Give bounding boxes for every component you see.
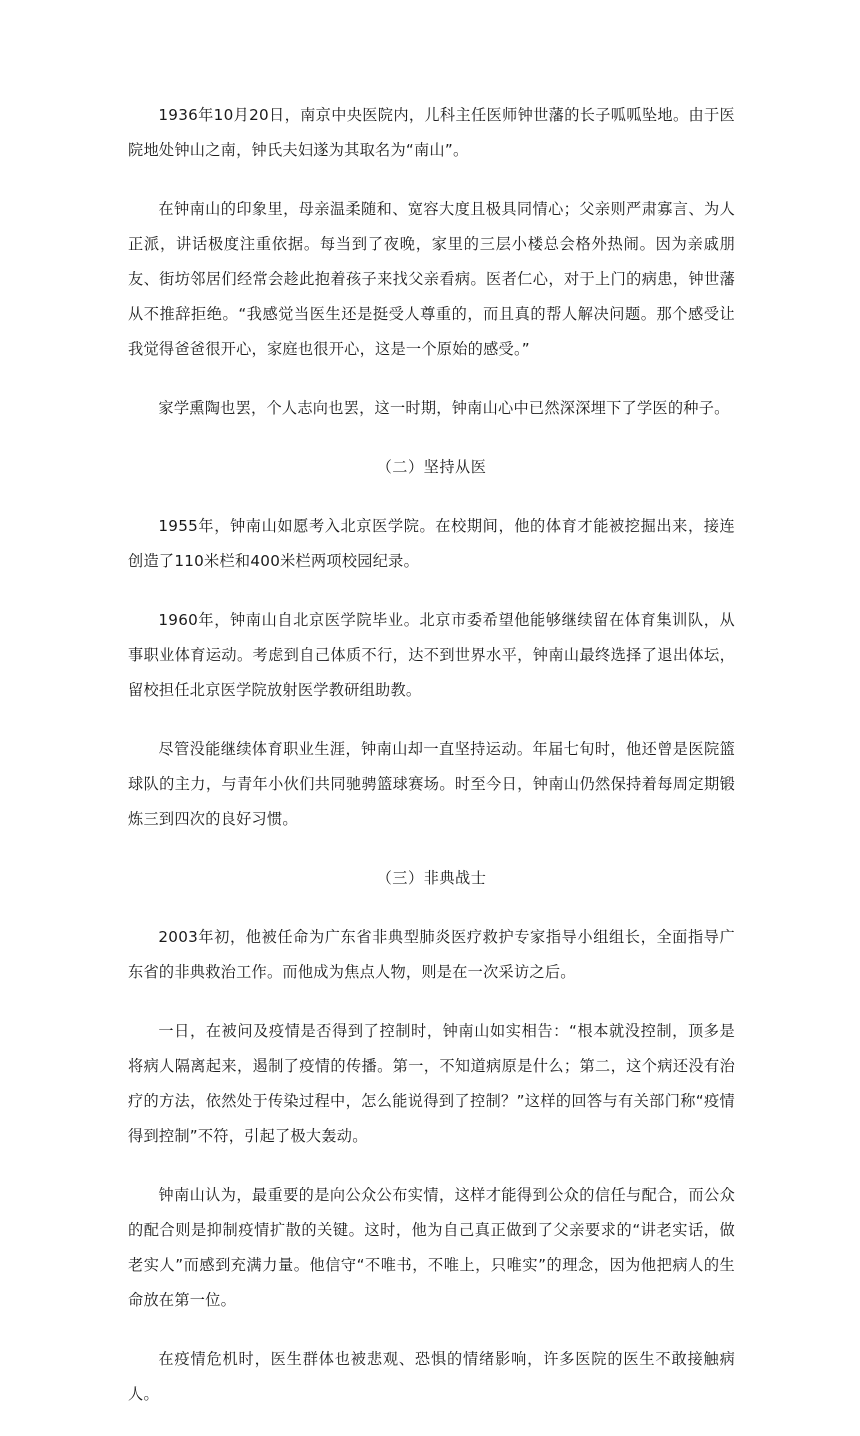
paragraph-truth: 钟南山认为，最重要的是向公众公布实情，这样才能得到公众的信任与配合，而公众的配合则是抑制疫情扩散的关键。这时，他为自己真正做到了父亲要求的“讲老实话，做老实人”而感到充满力量。他信守“不唯书，不唯上，只唯实”的理念，因为他把病人的生命放在第一位。: [128, 1186, 735, 1309]
paragraph-birth: 1936年10月20日，南京中央医院内，儿科主任医师钟世藩的长子呱呱坠地。由于医院地处钟山之南，钟氏夫妇遂为其取名为“南山”。: [128, 106, 735, 159]
document-body: [128, 98, 735, 1436]
section-heading-sars: （三）非典战士: [376, 869, 487, 887]
paragraph-exercise: 尽管没能继续体育职业生涯，钟南山却一直坚持运动。年届七旬时，他还曾是医院篮球队的主力，与青年小伙们共同驰骋篮球赛场。时至今日，钟南山仍然保持着每周定期锻炼三到四次的良好习惯。: [128, 740, 735, 828]
paragraph-interview: 一日，在被问及疫情是否得到了控制时，钟南山如实相告：“根本就没控制，顶多是将病人隔离起来，遏制了疫情的传播。第一，不知道病原是什么；第二，这个病还没有治疗的方法，依然处于传染过程中，怎么能说得到了控制？”这样的回答与有关部门称“疫情得到控制”不符，引起了极大轰动。: [128, 1022, 735, 1145]
paragraph-1960: 1960年，钟南山自北京医学院毕业。北京市委希望他能够继续留在体育集训队，从事职业体育运动。考虑到自己体质不行，达不到世界水平，钟南山最终选择了退出体坛，留校担任北京医学院放射医学教研组助教。: [128, 611, 735, 699]
paragraph-2003: 2003年初，他被任命为广东省非典型肺炎医疗救护专家指导小组组长，全面指导广东省的非典救治工作。而他成为焦点人物，则是在一次采访之后。: [128, 928, 735, 981]
paragraph-family: 在钟南山的印象里，母亲温柔随和、宽容大度且极具同情心；父亲则严肃寡言、为人正派，讲话极度注重依据。每当到了夜晚，家里的三层小楼总会格外热闹。因为亲戚朋友、街坊邻居们经常会趁此抱着孩子来找父亲看病。医者仁心，对于上门的病患，钟世藩从不推辞拒绝。“我感觉当医生还是挺受人尊重的，而且真的帮人解决问题。那个感受让我觉得爸爸很开心，家庭也很开心，这是一个原始的感受。”: [128, 200, 735, 358]
paragraph-1955: 1955年，钟南山如愿考入北京医学院。在校期间，他的体育才能被挖掘出来，接连创造了110米栏和400米栏两项校园纪录。: [128, 517, 735, 570]
paragraph-crisis: 在疫情危机时，医生群体也被悲观、恐惧的情绪影响，许多医院的医生不敢接触病人。: [128, 1350, 735, 1403]
section-heading-persist: （二）坚持从医: [376, 458, 487, 476]
paragraph-seed: 家学熏陶也罢，个人志向也罢，这一时期，钟南山心中已然深深埋下了学医的种子。: [158, 399, 730, 417]
